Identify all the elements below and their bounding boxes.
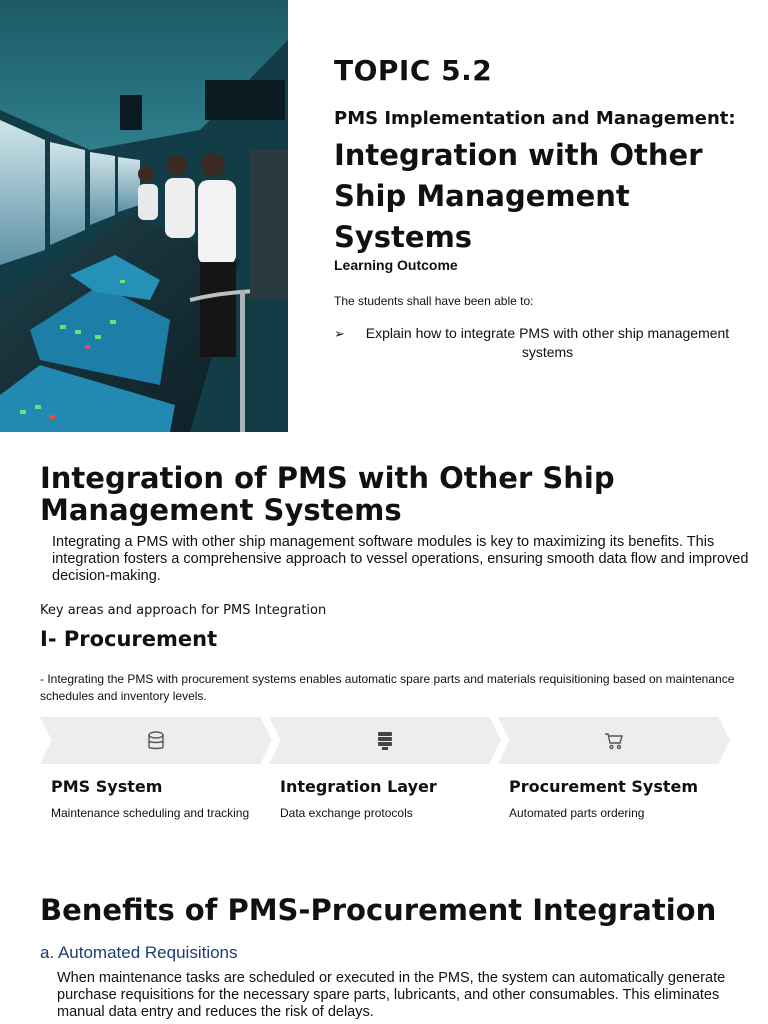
flow-step-integration — [269, 717, 501, 820]
flow-chevron — [40, 717, 272, 764]
flow-step-title: Integration Layer — [280, 777, 437, 796]
flow-step-desc: Data exchange protocols — [280, 806, 413, 820]
database-icon — [147, 731, 165, 751]
benefits-heading: Benefits of PMS-Procurement Integration — [40, 893, 717, 927]
ship-bridge-photo — [0, 0, 288, 432]
flow-step-desc: Automated parts ordering — [509, 806, 645, 820]
server-stack-icon — [377, 731, 393, 751]
flow-step-pms — [40, 717, 272, 820]
learning-outcome-lead: The students shall have been able to: — [334, 294, 534, 308]
flow-chevron — [269, 717, 501, 764]
shopping-cart-icon — [604, 732, 624, 750]
topic-title-small: PMS Implementation and Management: — [334, 108, 736, 129]
flow-step-title: Procurement System — [509, 777, 699, 796]
procurement-heading: I- Procurement — [40, 627, 218, 651]
integration-heading: Integration of PMS with Other Ship Management Systems — [40, 461, 615, 527]
flow-chevron — [498, 717, 730, 764]
topic-title — [334, 100, 754, 260]
flow-step-title: PMS System — [51, 777, 163, 796]
topic-title-large: Integration with Other Ship Management Systems — [334, 138, 703, 254]
arrow-bullet-icon: ➢ — [334, 326, 345, 341]
topic-number: TOPIC 5.2 — [334, 54, 493, 87]
benefit-a-heading: a. Automated Requisitions — [40, 943, 238, 962]
learning-outcome-text: Explain how to integrate PMS with other ship management systems — [365, 325, 730, 360]
procurement-description: - Integrating the PMS with procurement systems enables automatic spare parts and materials requisitioning based on maintenance schedules and inventory levels. — [40, 672, 735, 703]
key-areas-label: Key areas and approach for PMS Integration — [40, 603, 327, 618]
integration-intro: Integrating a PMS with other ship management software modules is key to maximizing its benefits. This integration fosters a comprehensive approach to vessel operations, ensuring smooth data flow and improved decision-making. — [52, 534, 749, 584]
learning-outcome-item — [334, 324, 744, 362]
flow-step-procurement — [498, 717, 730, 820]
flow-step-desc: Maintenance scheduling and tracking — [51, 806, 250, 820]
benefit-a-paragraph: When maintenance tasks are scheduled or executed in the PMS, the system can automatically generate purchase requisitions for the necessary spare parts, lubricants, and other consumables. This eliminates manual data entry and reduces the risk of delays. — [57, 970, 726, 1020]
learning-outcome-title: Learning Outcome — [334, 257, 458, 273]
